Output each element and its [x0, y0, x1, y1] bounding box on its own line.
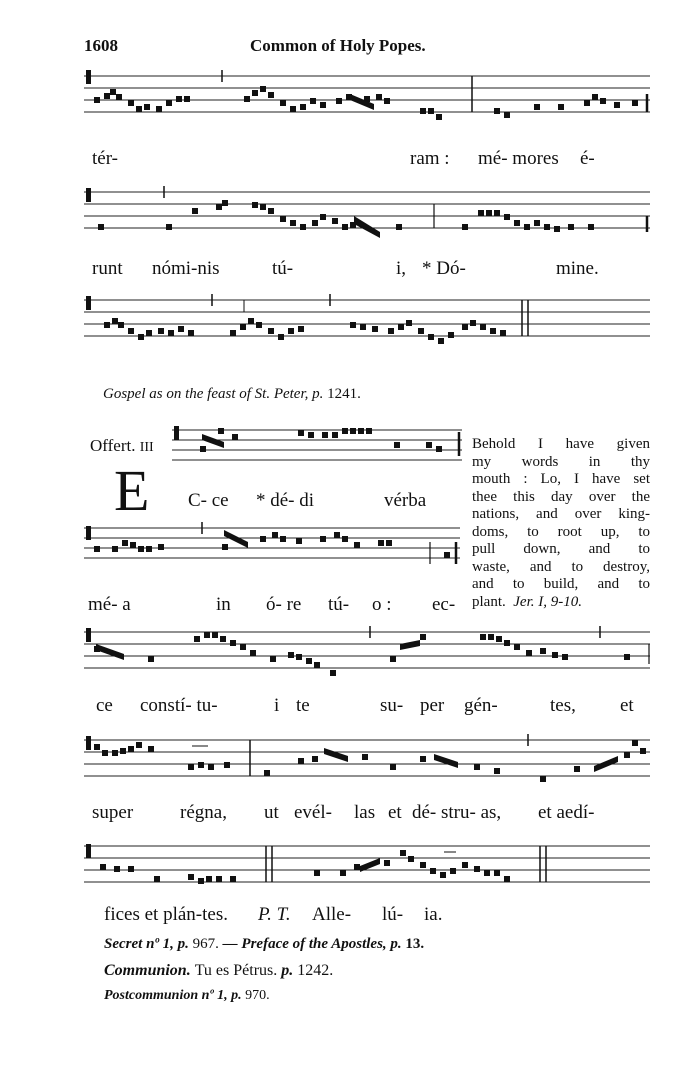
- communion-rubric: Communion. Tu es Pétrus. p. 1242.: [104, 962, 334, 979]
- lyric-dedi: * dé- di: [256, 490, 315, 511]
- lyric-pt: P. T.: [258, 904, 291, 925]
- lyric-e: é-: [580, 148, 595, 169]
- lyric-ia: ia.: [424, 904, 443, 925]
- lyric-fices: fices et plán-tes.: [104, 904, 228, 925]
- lyric-memores: mé- mores: [478, 148, 559, 169]
- translation-line: and to build, and to: [472, 576, 650, 592]
- lyric-destruas: dé- stru- as,: [412, 802, 502, 823]
- translation-line: my words in thy: [472, 453, 650, 470]
- translation-line: doms, to root up, to: [472, 523, 650, 540]
- lyric-ecce: C- ce: [188, 490, 229, 511]
- lyric-las: las: [354, 802, 376, 823]
- music-staff-4: [172, 420, 462, 476]
- lyric-regna: régna,: [180, 802, 227, 823]
- page-number: 1608: [84, 36, 118, 55]
- music-staff-1: [84, 64, 650, 154]
- lyric-ter: tér-: [92, 148, 118, 169]
- lyric-te: te: [296, 695, 310, 716]
- lyric-runt: runt: [92, 258, 123, 279]
- offertory-label: Offert. III: [90, 436, 154, 455]
- lyric-nominis: nómi-nis: [152, 258, 220, 279]
- lyric-domine-1: * Dó-: [422, 258, 466, 279]
- lyric-su: su-: [380, 695, 404, 716]
- gospel-rubric: Gospel as on the feast of St. Peter, p. 1241.: [103, 386, 361, 402]
- lyric-super: super: [92, 802, 134, 823]
- lyric-tes: tes,: [550, 695, 576, 716]
- translation-line: nations, and over king-: [472, 506, 650, 522]
- lyric-tuo: tú-: [328, 594, 350, 615]
- lyric-ut: ut: [264, 802, 279, 823]
- lyric-i: i,: [396, 258, 407, 279]
- music-staff-8: [84, 836, 650, 896]
- offertory-translation: [472, 436, 650, 611]
- music-staff-6: [84, 620, 650, 690]
- lyric-i-2: i: [274, 695, 280, 716]
- secret-rubric: Secret nº 1, p. 967. — Preface of the Apostles, p. 13.: [104, 936, 425, 952]
- lyric-constitu: constí- tu-: [140, 695, 218, 716]
- lyric-ce: ce: [96, 695, 113, 716]
- music-staff-7: [84, 728, 650, 798]
- lyric-ec: ec-: [432, 594, 456, 615]
- translation-line-last: plant. Jer. I, 9-10.: [472, 593, 582, 610]
- lyric-mea: mé- a: [88, 594, 131, 615]
- lyric-tu: tú-: [272, 258, 294, 279]
- translation-line: thee this day over the: [472, 488, 650, 505]
- page-title: Common of Holy Popes.: [250, 36, 426, 55]
- offertory-initial: E: [114, 458, 150, 523]
- lyric-ore: ó- re: [266, 594, 302, 615]
- lyric-o: o :: [372, 594, 392, 615]
- lyric-domine-2: mine.: [556, 258, 599, 279]
- lyric-et-2: et: [388, 802, 402, 823]
- music-staff-5: [84, 518, 460, 580]
- music-staff-3: [84, 288, 650, 360]
- lyric-verba: vérba: [384, 490, 427, 511]
- lyric-aedi: et aedí-: [538, 802, 595, 823]
- postcommunion-rubric: Postcommunion nº 1, p. 970.: [104, 988, 270, 1003]
- music-staff-2: [84, 180, 650, 260]
- lyric-per: per: [420, 695, 445, 716]
- translation-line: Behold I have given: [472, 436, 650, 452]
- translation-line: waste, and to destroy,: [472, 558, 650, 575]
- lyric-evel: evél-: [294, 802, 332, 823]
- lyric-et: et: [620, 695, 634, 716]
- scripture-reference: Jer. I, 9-10.: [513, 593, 582, 610]
- lyric-in: in: [216, 594, 231, 615]
- lyric-ram: ram :: [410, 148, 450, 169]
- translation-line: pull down, and to: [472, 541, 650, 557]
- lyric-gen: gén-: [464, 695, 498, 716]
- lyric-alle: Alle-: [312, 904, 352, 925]
- lyric-lu: lú-: [382, 904, 404, 925]
- translation-line: mouth : Lo, I have set: [472, 471, 650, 487]
